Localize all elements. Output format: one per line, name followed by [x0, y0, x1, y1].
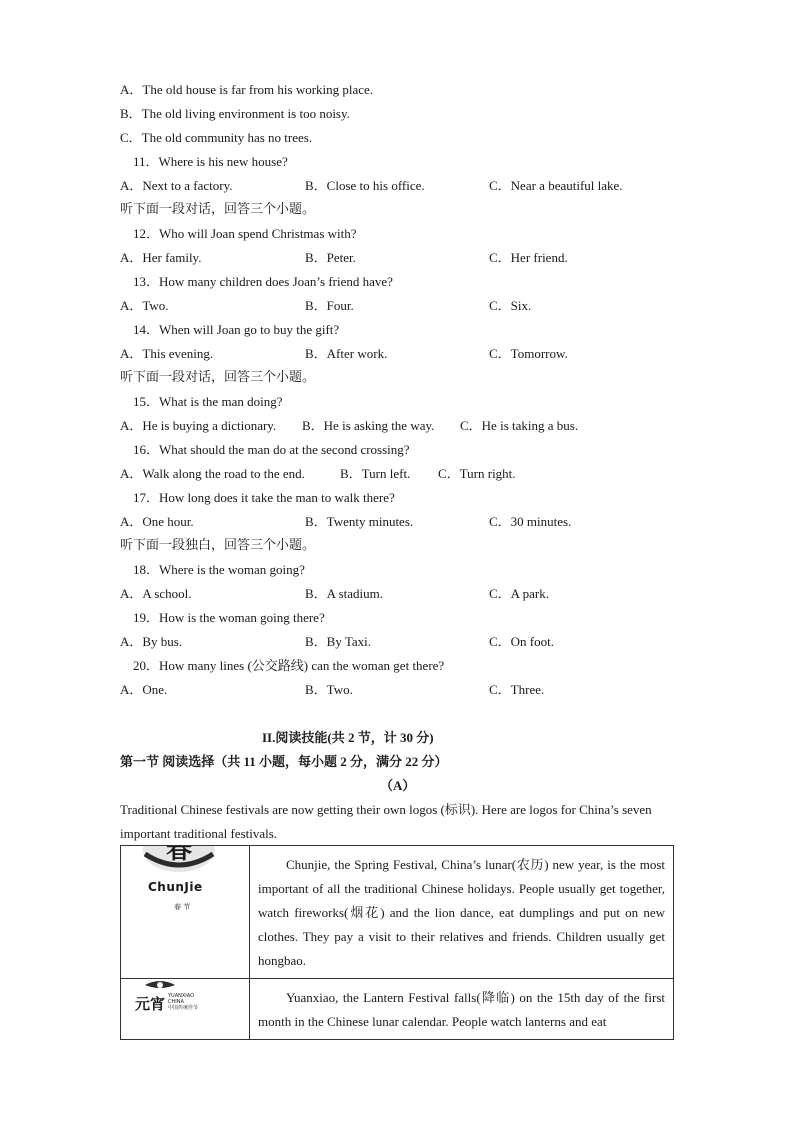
q14-option-c: C．Tomorrow. [489, 346, 568, 361]
q11-option-a: A．Next to a factory. [120, 178, 233, 193]
yuanxiao-pinyin-line-3: 中国传统佳节 [168, 1005, 199, 1011]
q16-option-a: A．Walk along the road to the end. [120, 466, 305, 481]
q19-question: 19．How is the woman going there? [133, 610, 325, 625]
q13-option-b: B．Four. [305, 298, 354, 313]
q12-option-b: B．Peter. [305, 250, 356, 265]
passage-label: （A） [380, 778, 416, 793]
q17-option-c: C．30 minutes. [489, 514, 572, 529]
table-row [121, 846, 674, 979]
q17-option-b: B．Twenty minutes. [305, 514, 414, 529]
q18-option-c: C．A park. [489, 586, 549, 601]
q20-option-b: B．Two. [305, 682, 353, 697]
q20-question: 20．How many lines (公交路线) can the woman get there? [133, 658, 445, 673]
q11-option-b: B．Close to his office. [305, 178, 425, 193]
q20-option-c: C．Three. [489, 682, 545, 697]
yuanxiao-logo-name: 元宵 [135, 995, 166, 1013]
q18-question: 18．Where is the woman going? [133, 562, 305, 577]
chunjie-logo-glyph: 春 [165, 835, 193, 865]
q11-question: 11．Where is his new house? [133, 154, 288, 169]
q13-option-a: A．Two. [120, 298, 169, 313]
q16-question: 16．What should the man do at the second crossing? [133, 442, 410, 457]
q14-question: 14．When will Joan go to buy the gift? [133, 322, 340, 337]
q17-question: 17．How long does it take the man to walk there? [133, 490, 395, 505]
q14-option-b: B．After work. [305, 346, 388, 361]
chunjie-logo-name: ChunJie [148, 880, 203, 894]
q11-option-c: C．Near a beautiful lake. [489, 178, 623, 193]
q16-option-b: B．Turn left. [340, 466, 411, 481]
chunjie-logo [121, 835, 250, 979]
q15-option-b: B．He is asking the way. [302, 418, 435, 433]
chunjie-logo-sub: 春 节 [174, 903, 191, 911]
q14-option-a: A．This evening. [120, 346, 214, 361]
table-row [121, 979, 674, 1040]
q12-option-a: A．Her family. [120, 250, 202, 265]
instruction-dialogue-2: 听下面一段对话，回答三个小题。 [120, 370, 316, 385]
lantern-icon [143, 979, 177, 991]
q12-question: 12．Who will Joan spend Christmas with? [133, 226, 357, 241]
part-title: II.阅读技能(共 2 节，计 30 分) [262, 730, 434, 745]
instruction-monologue: 听下面一段独白，回答三个小题。 [120, 538, 316, 553]
chunjie-text: Chunjie, the Spring Festival, China’s lunar(农历) new year, is the most important of all the traditional Chinese holidays. People usually get together, watch fireworks(烟花) and the lion dance, eat dumplings and put on new clothes. They pay a visit to their relatives and friends. Children usually get hongbao. [258, 857, 665, 968]
chunjie-calligraphy-mark [141, 835, 217, 877]
q19-option-a: A．By bus. [120, 634, 183, 649]
yuanxiao-description [250, 979, 674, 1040]
q10-option-b: B．The old living environment is too noisy. [120, 106, 350, 121]
q18-option-b: B．A stadium. [305, 586, 384, 601]
yuanxiao-logo [121, 979, 250, 1040]
q15-question: 15．What is the man doing? [133, 394, 283, 409]
q13-question: 13．How many children does Joan’s friend have? [133, 274, 393, 289]
q18-option-a: A．A school. [120, 586, 192, 601]
q10-option-a: A．The old house is far from his working place. [120, 82, 374, 97]
yuanxiao-pinyin-line-1: YUANXIAO [168, 993, 195, 999]
q20-option-a: A．One. [120, 682, 168, 697]
q10-option-c: C．The old community has no trees. [120, 130, 313, 145]
q19-option-b: B．By Taxi. [305, 634, 372, 649]
yuanxiao-pinyin-line-2: CHINA [168, 999, 184, 1005]
festival-table [120, 835, 674, 1040]
q19-option-c: C．On foot. [489, 634, 555, 649]
q15-option-c: C．He is taking a bus. [460, 418, 579, 433]
q17-option-a: A．One hour. [120, 514, 194, 529]
q12-option-c: C．Her friend. [489, 250, 568, 265]
q15-option-a: A．He is buying a dictionary. [120, 418, 277, 433]
yuanxiao-text: Yuanxiao, the Lantern Festival falls(降临) on the 15th day of the first month in the Chinese lunar calendar. People watch lanterns and eat [258, 990, 665, 1029]
passage-intro: Traditional Chinese festivals are now getting their own logos (标识). Here are logos for China’s seven important traditional festivals. [120, 802, 652, 841]
instruction-dialogue-1: 听下面一段对话，回答三个小题。 [120, 202, 316, 217]
section-title: 第一节 阅读选择（共 11 小题，每小题 2 分，满分 22 分） [120, 754, 448, 769]
chunjie-description [250, 846, 674, 979]
q16-option-c: C．Turn right. [438, 466, 516, 481]
q13-option-c: C．Six. [489, 298, 532, 313]
yuanxiao-logo-pinyin [168, 993, 198, 1011]
